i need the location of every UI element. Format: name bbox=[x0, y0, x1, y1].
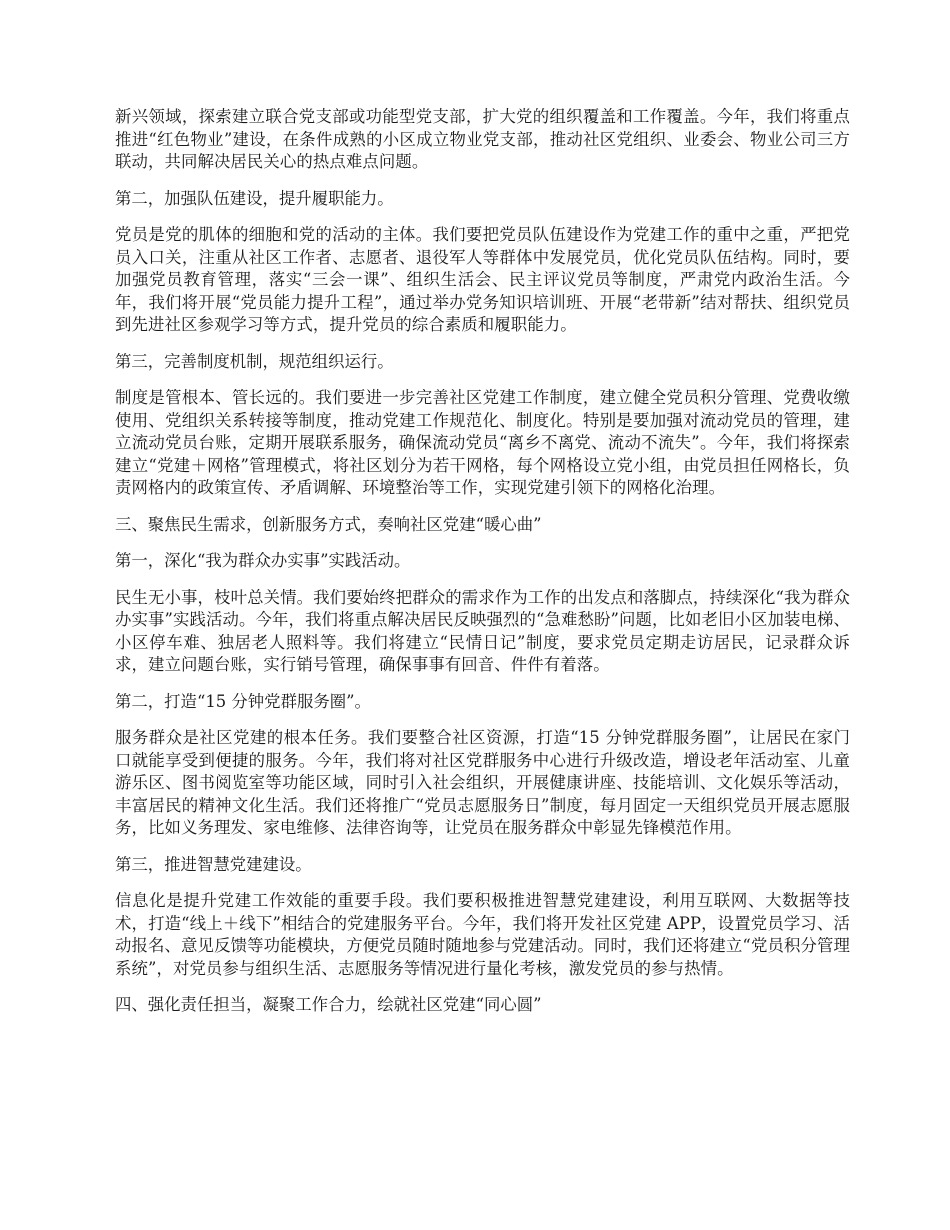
paragraph: 民生无小事，枝叶总关情。我们要始终把群众的需求作为工作的出发点和落脚点，持续深化“我为群众办实事”实践活动。今年，我们将重点解决居民反映强烈的“急难愁盼”问题，比如老旧小区加装电梯、小区停车难、独居老人照料等。我们将建立“民情日记”制度，要求党员定期走访居民，记录群众诉求，建立问题台账，实行销号管理，确保事事有回音、件件有着落。 bbox=[115, 587, 850, 674]
paragraph: 服务群众是社区党建的根本任务。我们要整合社区资源，打造“15 分钟党群服务圈”，让居民在家门口就能享受到便捷的服务。今年，我们将对社区党群服务中心进行升级改造，增设老年活动室、儿童游乐区、图书阅览室等功能区域，同时引入社会组织，开展健康讲座、技能培训、文化娱乐等活动，丰富居民的精神文化生活。我们还将推广“党员志愿服务日”制度，每月固定一天组织党员开展志愿服务，比如义务理发、家电维修、法律咨询等，让党员在服务群众中彰显先锋模范作用。 bbox=[115, 728, 850, 837]
paragraph: 党员是党的肌体的细胞和党的活动的主体。我们要把党员队伍建设作为党建工作的重中之重，严把党员入口关，注重从社区工作者、志愿者、退役军人等群体中发展党员，优化党员队伍结构。同时，要加强党员教育管理，落实“三会一课”、组织生活会、民主评议党员等制度，严肃党内政治生活。今年，我们将开展“党员能力提升工程”，通过举办党务知识培训班、开展“老带新”结对帮扶、组织党员到先进社区参观学习等方式，提升党员的综合素质和履职能力。 bbox=[115, 225, 850, 334]
paragraph: 制度是管根本、管长远的。我们要进一步完善社区党建工作制度，建立健全党员积分管理、党费收缴使用、党组织关系转接等制度，推动党建工作规范化、制度化。特别是要加强对流动党员的管理，建立流动党员台账，定期开展联系服务，确保流动党员“离乡不离党、流动不流失”。今年，我们将探索建立“党建＋网格”管理模式，将社区划分为若干网格，每个网格设立党小组，由党员担任网格长，负责网格内的政策宣传、矛盾调解、环境整治等工作，实现党建引领下的网格化治理。 bbox=[115, 388, 850, 497]
paragraph: 新兴领域，探索建立联合党支部或功能型党支部，扩大党的组织覆盖和工作覆盖。今年，我们将重点推进“红色物业”建设，在条件成熟的小区成立物业党支部，推动社区党组织、业委会、物业公司三方联动，共同解决居民关心的热点难点问题。 bbox=[115, 107, 850, 171]
section-heading: 第一，深化“我为群众办实事”实践活动。 bbox=[115, 551, 411, 570]
section-heading: 四、强化责任担当，凝聚工作合力，绘就社区党建“同心圆” bbox=[115, 995, 542, 1014]
document-page bbox=[115, 106, 850, 1031]
paragraph: 信息化是提升党建工作效能的重要手段。我们要积极推进智慧党建建设，利用互联网、大数据等技术，打造“线上＋线下”相结合的党建服务平台。今年，我们将开发社区党建 APP，设置党员学习、活动报名、意见反馈等功能模块，方便党员随时随地参与党建活动。同时，我们还将建立“党员积分管理系统”，对党员参与组织生活、志愿服务等情况进行量化考核，激发党员的参与热情。 bbox=[115, 891, 850, 978]
section-heading: 第三，完善制度机制，规范组织运行。 bbox=[115, 351, 394, 371]
section-heading: 三、聚焦民生需求，创新服务方式，奏响社区党建“暖心曲” bbox=[115, 514, 542, 534]
section-heading: 第二，加强队伍建设，提升履职能力。 bbox=[115, 188, 394, 208]
section-heading: 第三，推进智慧党建建设。 bbox=[115, 854, 312, 874]
section-heading: 第二，打造“15 分钟党群服务圈”。 bbox=[115, 691, 371, 711]
